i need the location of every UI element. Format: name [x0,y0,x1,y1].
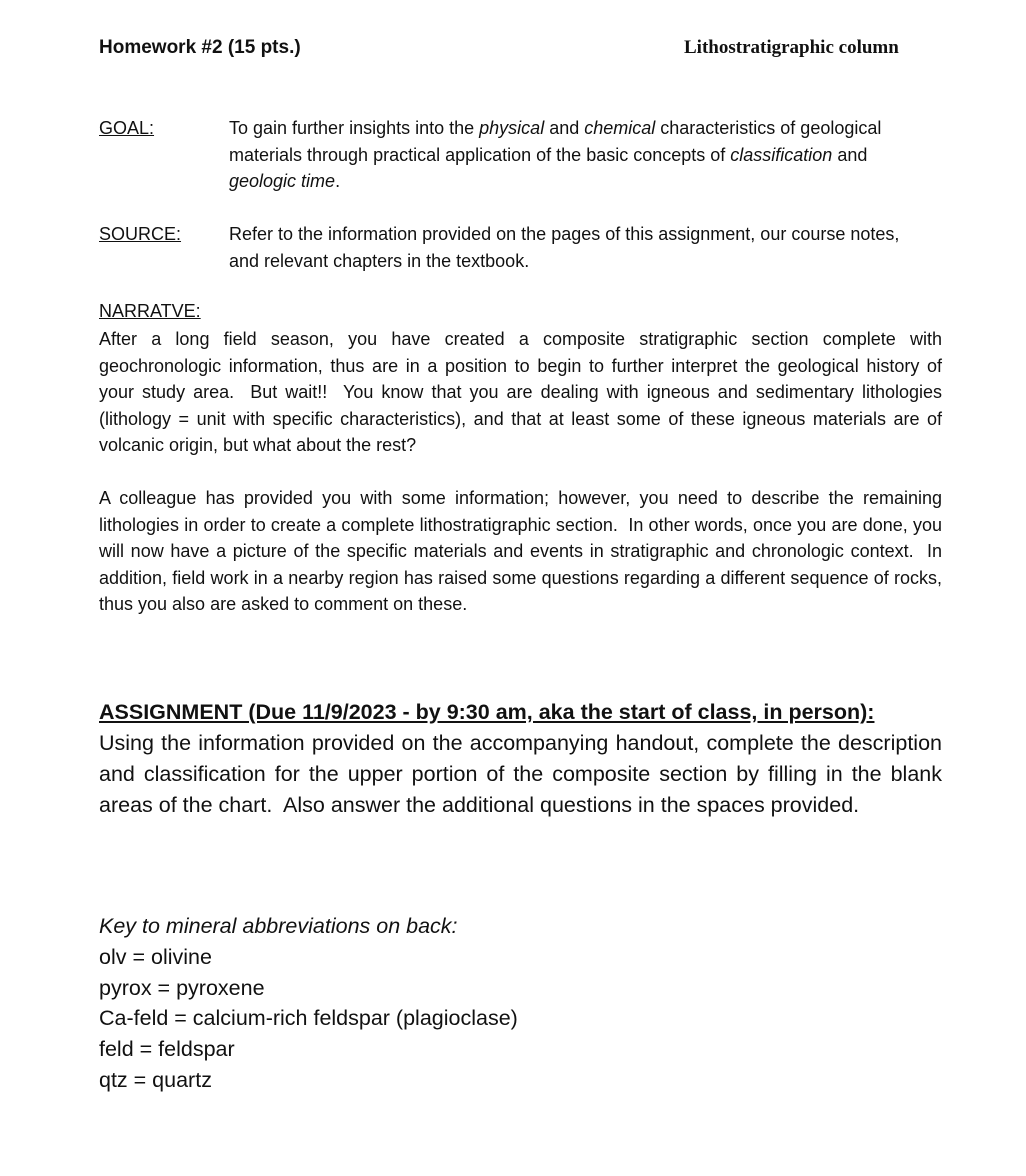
narrative-paragraph-2: A colleague has provided you with some information; however, you need to describe the remaining lithologies in order to create a complete lithostratigraphic section. In other words, once you are done, you will now have a picture of the specific materials and events in stratigraphic and chronologic context. In addition, field work in a nearby region has raised some questions regarding a different sequence of rocks, thus you also are asked to comment on these. [99,488,942,614]
key-item: qtz = quartz [99,1067,212,1092]
key-item: feld = feldspar [99,1037,235,1062]
emphasis-chemical: chemical [584,118,656,138]
narrative-paragraph-1: After a long field season, you have created a composite stratigraphic section complete with geochronologic information, thus are in a position to begin to further interpret the geological history of your study area. But wait!! You know that you are dealing with igneous and sedimentary lithologies (lithology = unit with specific characteristics), and that at least some of these igneous materials are of volcanic origin, but what about the rest? [99,329,942,455]
goal-text: To gain further insights into the physical and chemical characteristics of geological materials through practical application of the basic concepts of classification and geologic time. [229,118,882,191]
source-text: Refer to the information provided on the pages of this assignment, our course notes, and relevant chapters in the textbook. [229,224,900,271]
assignment-heading: ASSIGNMENT (Due 11/9/2023 - by 9:30 am, aka the start of class, in person): [99,700,875,724]
column-title: Lithostratigraphic column [684,37,899,58]
homework-title: Homework #2 (15 pts.) [99,37,301,58]
mineral-key [99,911,699,1096]
key-title: Key to mineral abbreviations on back: [99,914,458,938]
narrative-label: NARRATVE: [99,301,201,321]
key-item: olv = olivine [99,944,212,969]
key-item: pyrox = pyroxene [99,975,265,1000]
goal-label: GOAL: [99,118,155,138]
key-item: Ca-feld = calcium-rich feldspar (plagioclase) [99,1006,518,1031]
source-label: SOURCE: [99,224,182,244]
emphasis-classification: classification [730,144,833,165]
emphasis-geologic-time: geologic time [229,171,336,191]
emphasis-physical: physical [479,118,545,138]
assignment-section [99,697,942,821]
assignment-text: Using the information provided on the accompanying handout, complete the description and classification for the upper portion of the composite section by filling in the blank areas of the chart. Also answer the additional questions in the spaces provided. [99,731,942,817]
